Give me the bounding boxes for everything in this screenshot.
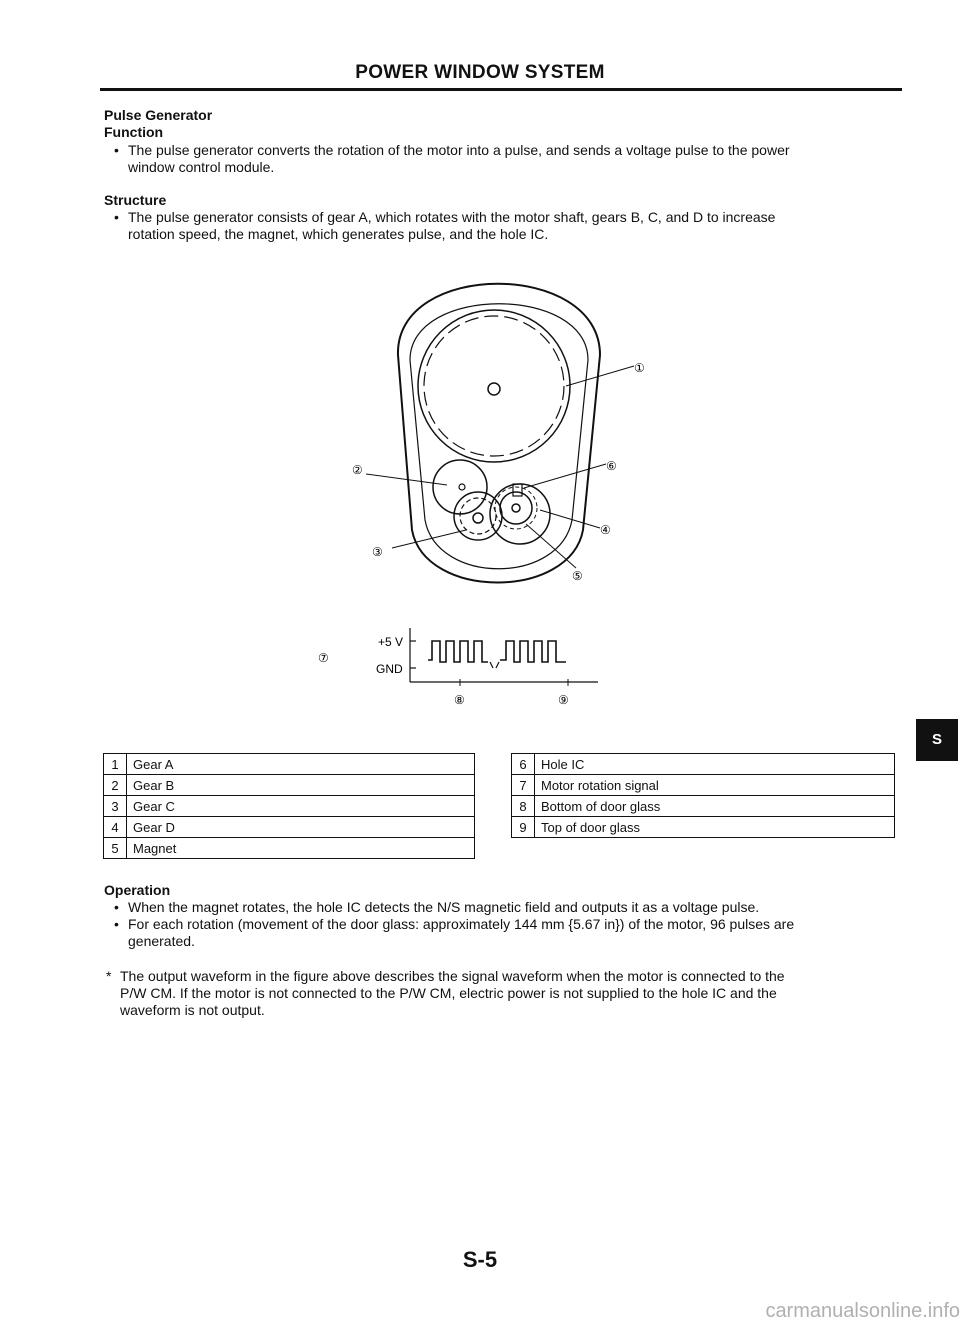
magnet-icon (500, 492, 532, 524)
operation-bullet-1 (114, 899, 908, 916)
gear-a-teeth-icon (424, 316, 564, 456)
callout-7: ⑦ (318, 651, 329, 665)
legend-num: 5 (104, 838, 127, 859)
legend-table-right (511, 753, 895, 838)
legend-num: 6 (512, 754, 535, 775)
note-mark: * (106, 968, 112, 984)
operation-bullet-line: generated. (128, 933, 195, 949)
callout-8: ⑧ (454, 693, 465, 707)
bullet-icon: • (114, 916, 119, 932)
legend-num: 9 (512, 817, 535, 838)
waveform-high-label: +5 V (378, 635, 404, 649)
legend-num: 8 (512, 796, 535, 817)
gear-a-icon (418, 310, 570, 462)
table-row (104, 775, 475, 796)
leader-line-6 (524, 464, 606, 488)
gear-a-shaft-icon (488, 383, 500, 395)
waveform-gap-mark (490, 662, 499, 668)
legend-num: 2 (104, 775, 127, 796)
gear-c-shaft-icon (473, 513, 483, 523)
legend-num: 7 (512, 775, 535, 796)
note-line: waveform is not output. (120, 1002, 265, 1018)
operation-bullet-line: For each rotation (movement of the door glass: approximately 144 mm {5.67 in}) of the motor, 96 pulses are (128, 916, 795, 932)
legend-label: Motor rotation signal (535, 775, 895, 796)
table-row (512, 796, 895, 817)
table-row (512, 817, 895, 838)
waveform-low-label: GND (376, 662, 403, 676)
table-row (512, 775, 895, 796)
watermark: carmanualsonline.info (765, 1300, 960, 1322)
structure-heading: Structure (104, 192, 167, 208)
function-heading: Function (104, 124, 164, 140)
bullet-icon: • (114, 899, 119, 915)
structure-bullet-line: rotation speed, the magnet, which generates pulse, and the hole IC. (128, 226, 549, 242)
section-tab-s: S (916, 719, 958, 761)
callout-5: ⑤ (572, 569, 583, 583)
page-title: POWER WINDOW SYSTEM (355, 62, 605, 83)
legend-label: Gear B (127, 775, 475, 796)
callout-9: ⑨ (558, 693, 569, 707)
legend-num: 3 (104, 796, 127, 817)
waveform-signal (428, 641, 566, 662)
leader-line-1 (566, 366, 634, 386)
table-row (104, 796, 475, 817)
legend-label: Gear C (127, 796, 475, 817)
legend-num: 4 (104, 817, 127, 838)
function-bullet-line: The pulse generator converts the rotation of the motor into a pulse, and sends a voltage pulse to the power (128, 142, 790, 158)
bullet-icon: • (114, 209, 119, 225)
callout-3: ③ (372, 545, 383, 559)
legend-label: Gear D (127, 817, 475, 838)
housing-outline (398, 284, 600, 583)
section-title: Pulse Generator (104, 107, 213, 123)
legend-table-left (103, 753, 475, 859)
legend-num: 1 (104, 754, 127, 775)
table-row (512, 754, 895, 775)
page-number: S-5 (462, 1247, 498, 1272)
gear-b-shaft-icon (459, 484, 465, 490)
function-bullet-line: window control module. (128, 159, 275, 175)
operation-bullet-line: When the magnet rotates, the hole IC detects the N/S magnetic field and outputs it as a voltage pulse. (128, 899, 760, 915)
table-row (104, 838, 475, 859)
callout-2: ② (352, 463, 363, 477)
note-line: The output waveform in the figure above describes the signal waveform when the motor is connected to the (120, 968, 785, 984)
legend-label: Bottom of door glass (535, 796, 895, 817)
legend-label: Magnet (127, 838, 475, 859)
note-line: P/W CM. If the motor is not connected to the P/W CM, electric power is not supplied to the hole IC and the (120, 985, 777, 1001)
callout-1: ① (634, 361, 645, 375)
operation-bullet-2 (114, 916, 908, 950)
operation-heading: Operation (104, 882, 171, 898)
bullet-icon: • (114, 142, 119, 158)
callout-4: ④ (600, 523, 611, 537)
gear-c-icon (454, 492, 502, 540)
structure-bullet-line: The pulse generator consists of gear A, which rotates with the motor shaft, gears B, C, and D to increase (128, 209, 776, 225)
magnet-shaft-icon (512, 504, 520, 512)
note-block (106, 968, 910, 1019)
legend-label: Top of door glass (535, 817, 895, 838)
callout-6: ⑥ (606, 459, 617, 473)
table-row (104, 817, 475, 838)
legend-label: Hole IC (535, 754, 895, 775)
gear-b-icon (433, 460, 487, 514)
table-row (104, 754, 475, 775)
hole-ic-icon (513, 484, 522, 496)
legend-label: Gear A (127, 754, 475, 775)
